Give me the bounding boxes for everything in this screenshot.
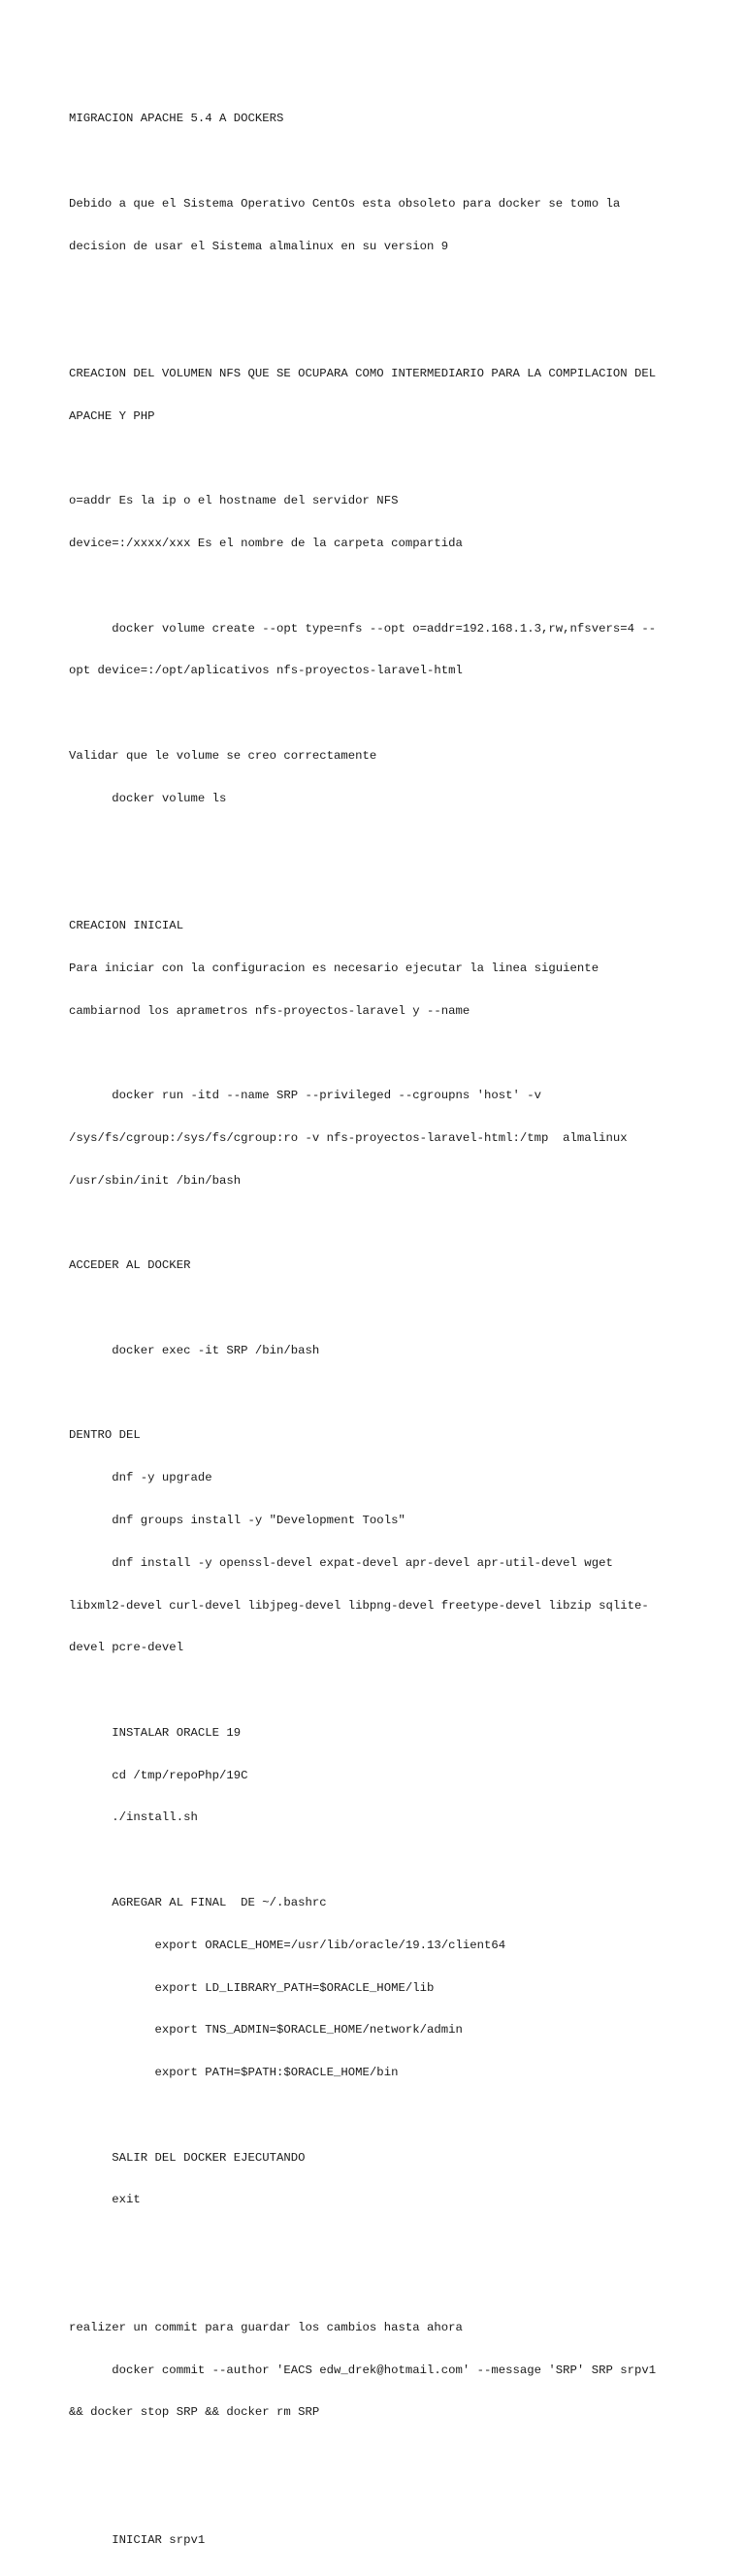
doc-line: CREACION INICIAL (69, 919, 184, 933)
doc-line (69, 2108, 690, 2123)
doc-line: SALIR DEL DOCKER EJECUTANDO (69, 2150, 306, 2165)
doc-line: cd /tmp/repoPhp/19C (69, 1768, 248, 1782)
doc-line: DENTRO DEL (69, 1428, 141, 1443)
doc-line (69, 876, 690, 891)
doc-line (69, 1386, 690, 1401)
doc-line: cambiarnod los aprametros nfs-proyectos-laravel y --name (69, 1003, 470, 1018)
doc-line (69, 2235, 690, 2250)
doc-line (69, 2278, 690, 2293)
doc-line: /sys/fs/cgroup:/sys/fs/cgroup:ro -v nfs-proyectos-laravel-html:/tmp almalinux (69, 1130, 628, 1145)
doc-line: exit (69, 2193, 141, 2207)
doc-line: device=:/xxxx/xxx Es el nombre de la carpeta compartida (69, 537, 463, 550)
doc-line: docker volume create --opt type=nfs --opt o=addr=192.168.1.3,rw,nfsvers=4 -- (69, 621, 657, 636)
doc-line: realizer un commit para guardar los cambios hasta ahora (69, 2320, 463, 2334)
doc-line (69, 1046, 690, 1060)
doc-line: docker commit --author 'EACS edw_drek@hotmail.com' --message 'SRP' SRP srpv1 (69, 2363, 657, 2377)
doc-line: ACCEDER AL DOCKER (69, 1258, 191, 1273)
doc-line (69, 1217, 690, 1231)
document-body (69, 83, 690, 2576)
doc-line: export LD_LIBRARY_PATH=$ORACLE_HOME/lib (69, 1980, 435, 1995)
doc-line: dnf -y upgrade (69, 1471, 212, 1485)
doc-line: INICIAR srpv1 (69, 2532, 206, 2547)
doc-line: Debido a que el Sistema Operativo CentOs esta obsoleto para docker se tomo la (69, 196, 621, 211)
doc-line (69, 324, 690, 339)
doc-line: && docker stop SRP && docker rm SRP (69, 2405, 320, 2420)
doc-line: docker run -itd --name SRP --privileged --cgroupns 'host' -v (69, 1089, 542, 1103)
doc-line (69, 833, 690, 848)
doc-line: docker exec -it SRP /bin/bash (69, 1343, 320, 1357)
doc-line (69, 281, 690, 296)
doc-line: APACHE Y PHP (69, 408, 155, 423)
doc-line: MIGRACION APACHE 5.4 A DOCKERS (69, 112, 284, 126)
doc-line (69, 2448, 690, 2462)
doc-line: ./install.sh (69, 1810, 198, 1825)
doc-line (69, 2491, 690, 2505)
doc-line: libxml2-devel curl-devel libjpeg-devel libpng-devel freetype-devel libzip sqlite- (69, 1598, 649, 1613)
doc-line: export ORACLE_HOME=/usr/lib/oracle/19.13/client64 (69, 1938, 506, 1952)
doc-line: decision de usar el Sistema almalinux en su version 9 (69, 239, 449, 253)
doc-line (69, 1301, 690, 1316)
doc-line (69, 154, 690, 169)
doc-line: dnf install -y openssl-devel expat-devel apr-devel apr-util-devel wget (69, 1555, 613, 1570)
doc-line: CREACION DEL VOLUMEN NFS QUE SE OCUPARA COMO INTERMEDIARIO PARA LA COMPILACION DEL (69, 366, 657, 380)
doc-line: Para iniciar con la configuracion es necesario ejecutar la linea siguiente (69, 961, 599, 975)
doc-line: export TNS_ADMIN=$ORACLE_HOME/network/admin (69, 2023, 463, 2038)
doc-line: /usr/sbin/init /bin/bash (69, 1173, 242, 1188)
doc-line: o=addr Es la ip o el hostname del servidor NFS (69, 494, 399, 508)
doc-line: Validar que le volume se creo correctamente (69, 748, 377, 763)
doc-line: opt device=:/opt/aplicativos nfs-proyectos-laravel-html (69, 664, 463, 678)
doc-line: docker volume ls (69, 791, 227, 805)
doc-line (69, 451, 690, 466)
doc-line: INSTALAR ORACLE 19 (69, 1725, 242, 1740)
doc-line: devel pcre-devel (69, 1641, 184, 1655)
doc-line (69, 706, 690, 721)
doc-line (69, 1683, 690, 1698)
doc-line: export PATH=$PATH:$ORACLE_HOME/bin (69, 2066, 399, 2080)
doc-line: dnf groups install -y "Development Tools" (69, 1513, 405, 1527)
doc-line (69, 1853, 690, 1868)
doc-line (69, 579, 690, 594)
doc-line: AGREGAR AL FINAL DE ~/.bashrc (69, 1896, 327, 1909)
